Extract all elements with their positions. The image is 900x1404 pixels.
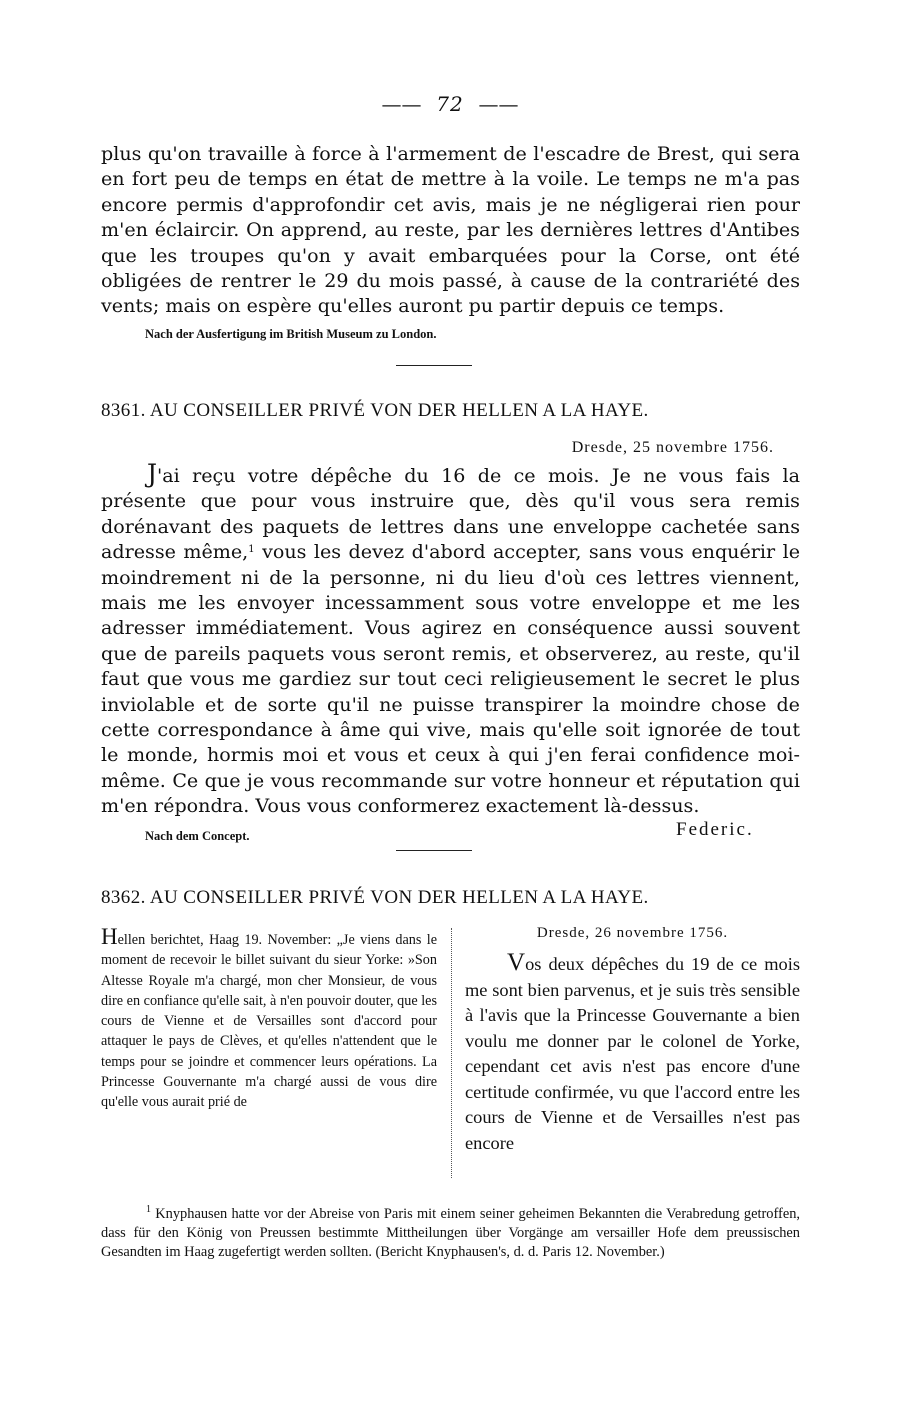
footnote-mark: 1 <box>146 1204 151 1215</box>
doc-8361-source-note: Nach dem Concept. <box>145 829 250 843</box>
doc-8361-heading: 8361. AU CONSEILLER PRIVÉ VON DER HELLEN A LA HAYE. <box>101 400 649 421</box>
section-divider-2 <box>396 850 472 851</box>
top-source-note: Nach der Ausfertigung im British Museum zu London. <box>145 327 437 341</box>
header-dash-left: —— <box>381 92 422 116</box>
doc-8362-heading: 8362. AU CONSEILLER PRIVÉ VON DER HELLEN A LA HAYE. <box>101 887 649 908</box>
doc-8361-body <box>101 461 800 819</box>
doc-8361-dropcap: J <box>147 459 158 488</box>
footnote-text: Knyphausen hatte vor der Abreise von Paris mit einem seiner geheimen Bekannten die Verabredung getroffen, dass für den König von Preussen bestimmte Mittheilungen über Vorgänge am versailler Hofe dem preussischen Gesandten im Haag zugefertigt werden sollten. (Bericht Knyphausen's, d. d. Paris 12. November.) <box>101 1206 800 1261</box>
doc-8362-dateline: Dresde, 26 novembre 1756. <box>536 925 729 941</box>
doc-8361-signature: Federic. <box>676 819 754 840</box>
doc-8362-left-text: ellen berichtet, Haag 19. November: „Je viens dans le moment de recevoir le billet suivant du sieur Yorke: »Son Altesse Royale m'a chargé, mon cher Monsieur, de vous dire en confiance qu'elle sait, à n'en pouvoir douter, que les cours de Vienne et de Versailles sont d'accord pour attaquer le pays de Clèves, et qu'elles n'attendent que le temps pour se joindre et commencer leurs opérations. La Princesse Gouvernante m'a chargé aussi de vous dire qu'elle vous aurait prié de <box>101 932 437 1111</box>
doc-8361-body-part1: 'ai reçu votre dépêche du 16 de ce mois. Je ne vous fais la présente que pour vous instruire que, dès qu'il vous sera remis dorénavant des paquets de lettres dans une enveloppe cachetée sans adresse même, <box>101 464 800 564</box>
doc-8362-left-dropcap: H <box>101 924 118 949</box>
doc-8362-report-summary <box>101 924 437 1113</box>
footnote-reference: 1 <box>248 544 255 556</box>
doc-8362-right-dropcap: V <box>507 949 526 976</box>
page-number: 72 <box>436 92 464 116</box>
footnote <box>101 1205 800 1263</box>
page-header <box>0 92 900 116</box>
section-divider-1 <box>396 365 472 366</box>
top-paragraph: plus qu'on travaille à force à l'armement de l'escadre de Brest, qui sera en fort peu de temps en état de mettre à la voile. Le temps ne m'a pas encore permis d'approfondir cet avis, mais je ne négligerai rien pour m'en éclaircir. On apprend, au reste, par les dernières lettres d'Antibes que les troupes qu'on y avait embarquées pour la Corse, ont été obligées de rentrer le 29 du mois passé, à cause de la contrariété des vents; mais on espère qu'elles auront pu partir depuis ce temps. <box>101 142 800 318</box>
doc-8361-body-part2: vous les devez d'abord accepter, sans vous enquérir le moindrement ni de la personne, ni du lieu d'où ces lettres viennent, mais me les envoyer incessamment sous votre enveloppe et me les adresser immédiatement. Vous agirez en conséquence aussi souvent que de pareils paquets vous seront remis, et observerez, au reste, qu'il faut que vous me gardiez sur tout ceci religieusement le secret le plus inviolable et de sorte qu'il ne puisse transpirer la moindre chose de cette correspondance à âme qui vive, mais qu'elle soit ignorée de tout le monde, hormis moi et vous et ceux à qui j'en ferai confidence moi-même. Ce que je vous recommande sur votre honneur et réputation qui m'en répondra. Vous vous conformerez exactement là-dessus. <box>101 540 800 818</box>
doc-8362-right-text: os deux dépêches du 19 de ce mois me sont bien parvenus, et je suis très sensible à l'avis que la Princesse Gouvernante a bien voulu me donner par le colonel de Yorke, cependant cet avis n'est pas encore d'une certitude confirmée, vu que l'accord entre les cours de Vienne et de Versailles n'est pas encore <box>465 954 800 1153</box>
doc-8361-dateline: Dresde, 25 novembre 1756. <box>571 439 774 456</box>
doc-8362-reply-text <box>465 950 800 1156</box>
header-dash-right: —— <box>478 92 519 116</box>
column-divider <box>451 928 452 1178</box>
